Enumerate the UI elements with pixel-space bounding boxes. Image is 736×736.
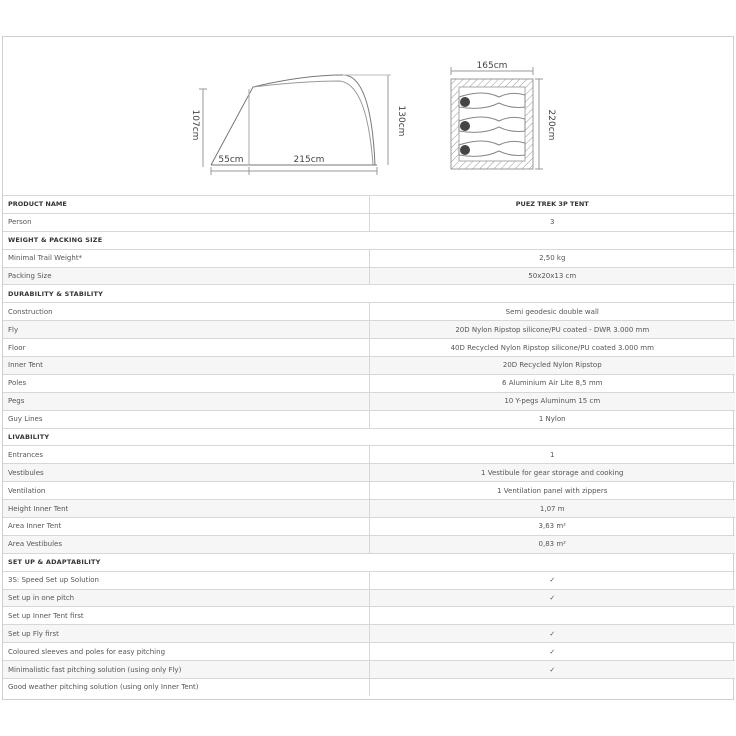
- spec-value: 40D Recycled Nylon Ripstop silicone/PU coated 3.000 mm: [369, 339, 735, 357]
- spec-label: Minimalistic fast pitching solution (using only Fly): [3, 661, 369, 679]
- table-row: [3, 446, 735, 464]
- section-title: DURABILITY & STABILITY: [3, 285, 735, 303]
- spec-value: 50x20x13 cm: [369, 267, 735, 285]
- spec-label: Inner Tent: [3, 357, 369, 375]
- table-row: [3, 482, 735, 500]
- table-row: [3, 571, 735, 589]
- header-label: PRODUCT NAME: [3, 196, 369, 214]
- length-label: 220cm: [546, 109, 556, 141]
- specification-body: [3, 196, 735, 696]
- tent-diagram: [3, 37, 735, 195]
- section-title: LIVABILITY: [3, 428, 735, 446]
- spec-label: 3S: Speed Set up Solution: [3, 571, 369, 589]
- table-row: [3, 267, 735, 285]
- check-icon: ✓: [369, 643, 735, 661]
- spec-label: Poles: [3, 374, 369, 392]
- table-row: [3, 464, 735, 482]
- section-header-row: [3, 553, 735, 571]
- section-header-row: [3, 428, 735, 446]
- spec-value: [369, 607, 735, 625]
- spec-label: Height Inner Tent: [3, 500, 369, 518]
- spec-value: Semi geodesic double wall: [369, 303, 735, 321]
- table-row: [3, 625, 735, 643]
- spec-label: Area Inner Tent: [3, 518, 369, 536]
- spec-value: 1 Vestibule for gear storage and cooking: [369, 464, 735, 482]
- spec-sheet: [2, 36, 734, 700]
- sleeping-bag-icon: [459, 93, 525, 108]
- check-icon: ✓: [369, 589, 735, 607]
- section-title: WEIGHT & PACKING SIZE: [3, 231, 735, 249]
- section-title: SET UP & ADAPTABILITY: [3, 553, 735, 571]
- spec-label: Coloured sleeves and poles for easy pitching: [3, 643, 369, 661]
- section-header-row: [3, 231, 735, 249]
- specification-table: [3, 195, 735, 696]
- table-row: [3, 410, 735, 428]
- spec-label: Person: [3, 213, 369, 231]
- front-height-label: 107cm: [190, 109, 200, 141]
- table-row: [3, 357, 735, 375]
- spec-label: Set up Fly first: [3, 625, 369, 643]
- spec-value: 10 Y-pegs Aluminum 15 cm: [369, 392, 735, 410]
- table-row: [3, 589, 735, 607]
- table-header-row: [3, 196, 735, 214]
- spec-label: Entrances: [3, 446, 369, 464]
- spec-label: Fly: [3, 321, 369, 339]
- table-row: [3, 339, 735, 357]
- spec-value: 1: [369, 446, 735, 464]
- spec-label: Packing Size: [3, 267, 369, 285]
- spec-label: Pegs: [3, 392, 369, 410]
- table-row: [3, 500, 735, 518]
- sleeping-bag-icon: [459, 117, 525, 132]
- table-row: [3, 392, 735, 410]
- table-row: [3, 679, 735, 696]
- sleeping-bag-icon: [459, 141, 525, 156]
- spec-label: Ventilation: [3, 482, 369, 500]
- spec-value: 20D Recycled Nylon Ripstop: [369, 357, 735, 375]
- spec-value: 1 Ventilation panel with zippers: [369, 482, 735, 500]
- table-row: [3, 213, 735, 231]
- spec-value: 3,63 m²: [369, 518, 735, 536]
- table-row: [3, 661, 735, 679]
- spec-value: 1 Nylon: [369, 410, 735, 428]
- spec-label: Guy Lines: [3, 410, 369, 428]
- table-row: [3, 303, 735, 321]
- section-header-row: [3, 285, 735, 303]
- table-row: [3, 321, 735, 339]
- spec-value: 20D Nylon Ripstop silicone/PU coated - DWR 3.000 mm: [369, 321, 735, 339]
- spec-label: Area Vestibules: [3, 535, 369, 553]
- spec-label: Minimal Trail Weight*: [3, 249, 369, 267]
- spec-label: Set up in one pitch: [3, 589, 369, 607]
- spec-label: Set up Inner Tent first: [3, 607, 369, 625]
- check-icon: ✓: [369, 571, 735, 589]
- check-icon: ✓: [369, 625, 735, 643]
- table-row: [3, 518, 735, 536]
- spec-label: Construction: [3, 303, 369, 321]
- spec-value: 0,83 m²: [369, 535, 735, 553]
- spec-value: 6 Aluminium Air Lite 8,5 mm: [369, 374, 735, 392]
- inner-length-label: 215cm: [293, 155, 325, 165]
- table-row: [3, 535, 735, 553]
- total-height-label: 130cm: [396, 105, 406, 137]
- table-row: [3, 249, 735, 267]
- width-label: 165cm: [476, 61, 508, 71]
- spec-value: 3: [369, 213, 735, 231]
- spec-value: [369, 679, 735, 696]
- spec-value: 2,50 kg: [369, 249, 735, 267]
- table-row: [3, 643, 735, 661]
- product-name-value: PUEZ TREK 3P TENT: [369, 196, 735, 214]
- table-row: [3, 374, 735, 392]
- spec-label: Vestibules: [3, 464, 369, 482]
- spec-label: Floor: [3, 339, 369, 357]
- spec-value: 1,07 m: [369, 500, 735, 518]
- table-row: [3, 607, 735, 625]
- vestibule-length-label: 55cm: [218, 155, 244, 165]
- top-view-drawing: [451, 67, 543, 169]
- spec-label: Good weather pitching solution (using only Inner Tent): [3, 679, 369, 696]
- check-icon: ✓: [369, 661, 735, 679]
